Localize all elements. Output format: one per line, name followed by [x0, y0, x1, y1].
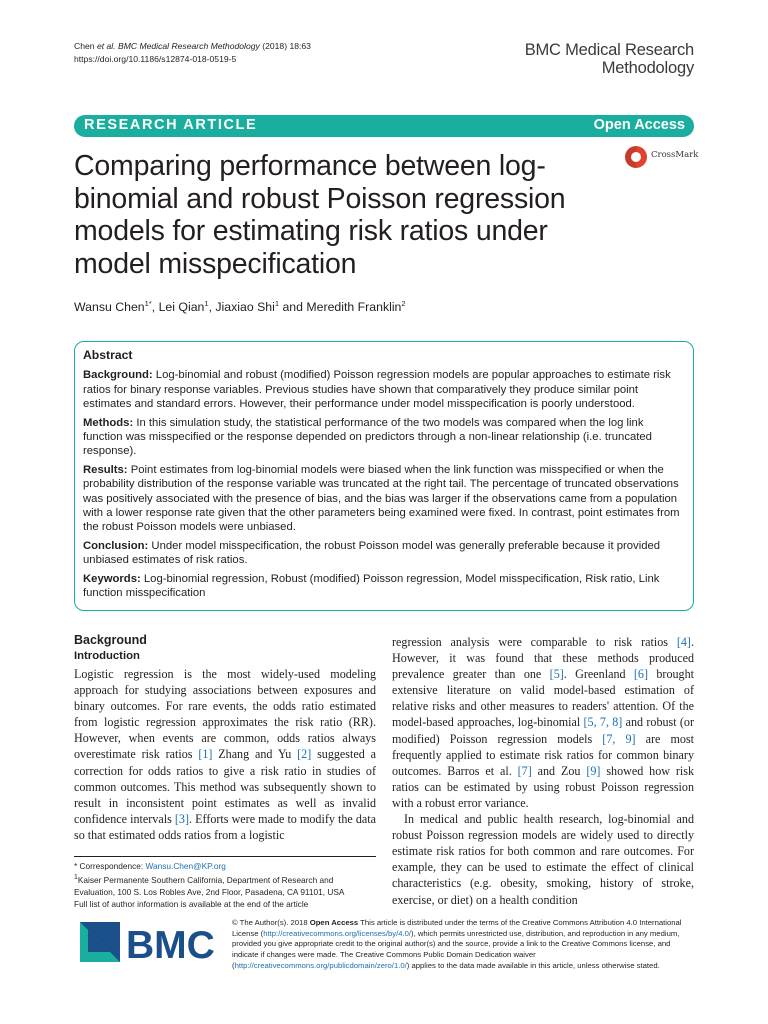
journal-name — [525, 41, 694, 77]
body-right-column — [392, 634, 694, 908]
abstract-results — [83, 463, 685, 535]
body-left-column — [74, 666, 376, 843]
article-type: RESEARCH ARTICLE — [84, 117, 258, 133]
text: © The Author(s). 2018 — [232, 918, 310, 927]
author-list — [74, 299, 406, 314]
open-access-text: Open Access — [309, 918, 359, 927]
crossmark-icon — [625, 146, 647, 168]
body-paragraph — [74, 666, 376, 843]
text: and Zou — [531, 763, 587, 778]
text: are most frequently applied to estimate risk ratios for common binary outcomes. Barros et al. — [392, 731, 695, 778]
citation-link[interactable]: [2] — [297, 747, 312, 762]
author-affiliation: 1* — [144, 299, 152, 308]
section-label: Background: — [83, 369, 153, 382]
text: suggested a correction for odds ratios to give a risk ratio in studies of common outcomes. This method was subsequently shown to result in inconsistent point estimates as well as invalid confidence intervals — [74, 747, 376, 826]
text: brought extensive literature on valid model-based estimation of relative risks and other measures to readers' attention. Of the model-based approaches, log-binomial — [392, 667, 695, 730]
author: Meredith Franklin — [306, 300, 402, 315]
open-access-label: Open Access — [593, 117, 685, 133]
section-label: Methods: — [83, 416, 134, 429]
text: . However, it was found that these methods produced prevalence greater than one — [392, 635, 694, 682]
abstract-box — [74, 341, 694, 611]
abstract-background — [83, 368, 685, 411]
text: regression analysis were comparable to risk ratios — [392, 635, 677, 649]
section-heading-background: Background — [74, 633, 147, 647]
citation-link[interactable]: [7] — [517, 763, 532, 778]
crossmark-badge[interactable] — [625, 146, 697, 172]
license-statement — [232, 918, 694, 972]
text: . Greenland — [563, 667, 634, 682]
journal-line-2: Methodology — [601, 59, 694, 77]
citation-year: (2018) 18:63 — [262, 41, 311, 51]
citation-link[interactable]: [6] — [633, 667, 649, 682]
affiliation-text: Kaiser Permanente Southern California, Department of Research and Evaluation, 100 S. Los Robles Ave, 2nd Floor, Pasadena, CA 91101, USA — [74, 874, 345, 897]
email-link[interactable]: Wansu.Chen@KP.org — [145, 861, 226, 871]
text: and robust (or modified) Poisson regression models — [392, 715, 694, 746]
correspondence-footnote — [74, 856, 376, 910]
citation-link[interactable]: [3] — [174, 811, 189, 826]
text: This article is distributed under the terms of the Creative Commons Attribution 4.0 International License ( — [232, 918, 682, 938]
affiliation-number: 1 — [74, 874, 78, 881]
bmc-logo — [80, 918, 220, 966]
section-text: Point estimates from log-binomial models were biased when the link function was misspecified or when the probability distribution of the response variable was truncated at the right tail. The percentage of truncated observations was positively associated with the presence of bias, and the bias was larger if the observations came from a population with a lower response rate given that the other parameters being examined were fixed. In contrast, point estimates from the robust Poisson models were unbiased. — [83, 463, 680, 534]
author-affiliation: 2 — [401, 299, 406, 308]
author-affiliation: 1 — [274, 299, 280, 308]
doi-link[interactable]: https://doi.org/10.1186/s12874-018-0519-5 — [74, 54, 237, 64]
abstract-methods — [83, 416, 685, 459]
citation-link[interactable]: [7, 9] — [602, 731, 636, 746]
section-text: Under model misspecification, the robust Poisson model was generally preferable because it provided unbiased estimates of risk ratios. — [83, 539, 661, 567]
author-separator: and — [279, 300, 307, 315]
article-title: Comparing performance between log-binomial and robust Poisson regression models for estimating risk ratios under model misspecification — [74, 150, 566, 280]
subsection-heading-introduction: Introduction — [74, 650, 140, 662]
article-banner — [74, 115, 694, 137]
text: Logistic regression is the most widely-used modeling approach for studying associations between exposures and binary outcomes. For rare events, the odds ratio estimated from logistic regression approximates the risk ratio (RR). However, when events are common, odds ratios always overestimate risk ratios — [74, 667, 376, 762]
citation-link[interactable]: [1] — [198, 747, 213, 762]
bmc-logo-text: BMC — [126, 924, 215, 966]
citation-link[interactable]: [4] — [676, 635, 691, 649]
section-text: Log-binomial regression, Robust (modified) Poisson regression, Model misspecification, Risk ratio, Link function misspecification — [83, 572, 660, 600]
correspondence-label: * Correspondence: — [74, 861, 146, 871]
author-affiliation: 1 — [204, 299, 209, 308]
section-text: Log-binomial and robust (modified) Poisson regression models are popular approaches to estimate risk ratios for binary response variables. Previous studies have shown that comparatively they produce similar point estimates and standard errors. However, their performance under model misspecification is poorly understood. — [83, 369, 671, 411]
author: Jiaxiao Shi — [215, 300, 275, 315]
citation-link[interactable]: [5] — [549, 667, 564, 682]
abstract-conclusion — [83, 539, 685, 568]
section-label: Keywords: — [83, 572, 141, 585]
abstract-heading: Abstract — [83, 348, 133, 362]
abstract-keywords — [83, 572, 685, 601]
text: Zhang and Yu — [212, 747, 298, 762]
text: . Efforts were made to modify the data so that estimated odds ratios from a logistic — [74, 811, 376, 842]
section-label: Results: — [83, 463, 128, 476]
bmc-logo-mark — [80, 922, 120, 962]
journal-line-1: BMC Medical Research — [524, 41, 694, 59]
citation-link[interactable]: [9] — [586, 763, 601, 778]
body-paragraph: In medical and public health research, log-binomial and robust Poisson regression models are widely used to directly estimate risk ratios for both common and rare outcomes. For example, they can be used to estimate the effect of clinical characteristics (e.g. obesity, smoking, history of stroke, exercise, or diet) on a health condition — [392, 812, 694, 907]
section-label: Conclusion: — [83, 539, 149, 552]
text: ), which permits unrestricted use, distribution, and reproduction in any medium, provided you give appropriate credit to the original author(s) and the source, provide a link to the Creative Commons license, and indicate if changes were made. The Creative Commons Public Domain Dedication waiver ( — [232, 928, 680, 970]
citation-journal: et al. BMC Medical Research Methodology — [96, 41, 260, 51]
crossmark-label: CrossMark — [651, 150, 699, 160]
citation — [74, 40, 311, 66]
body-paragraph — [392, 634, 694, 811]
author: Lei Qian — [158, 300, 205, 315]
author-separator: , — [208, 300, 216, 315]
citation-authors: Chen — [74, 41, 95, 51]
waiver-link[interactable]: http://creativecommons.org/publicdomain/zero/1.0/ — [234, 960, 407, 970]
license-link[interactable]: http://creativecommons.org/licenses/by/4.0/ — [263, 928, 412, 938]
author: Wansu Chen — [74, 300, 145, 315]
section-text: In this simulation study, the statistical performance of the two models was compared when the log link function was misspecified or the response depended on predictors through a non-linear relationship (i.e. truncated response). — [83, 416, 652, 458]
citation-link[interactable]: [5, 7, 8] — [583, 715, 623, 730]
text: ) applies to the data made available in this article, unless otherwise stated. — [406, 960, 660, 970]
text: showed how risk ratios can be estimated by using robust Poisson regression with a robust error variance. — [392, 763, 694, 810]
author-separator: , — [151, 300, 159, 315]
author-info-note: Full list of author information is available at the end of the article — [74, 898, 309, 909]
